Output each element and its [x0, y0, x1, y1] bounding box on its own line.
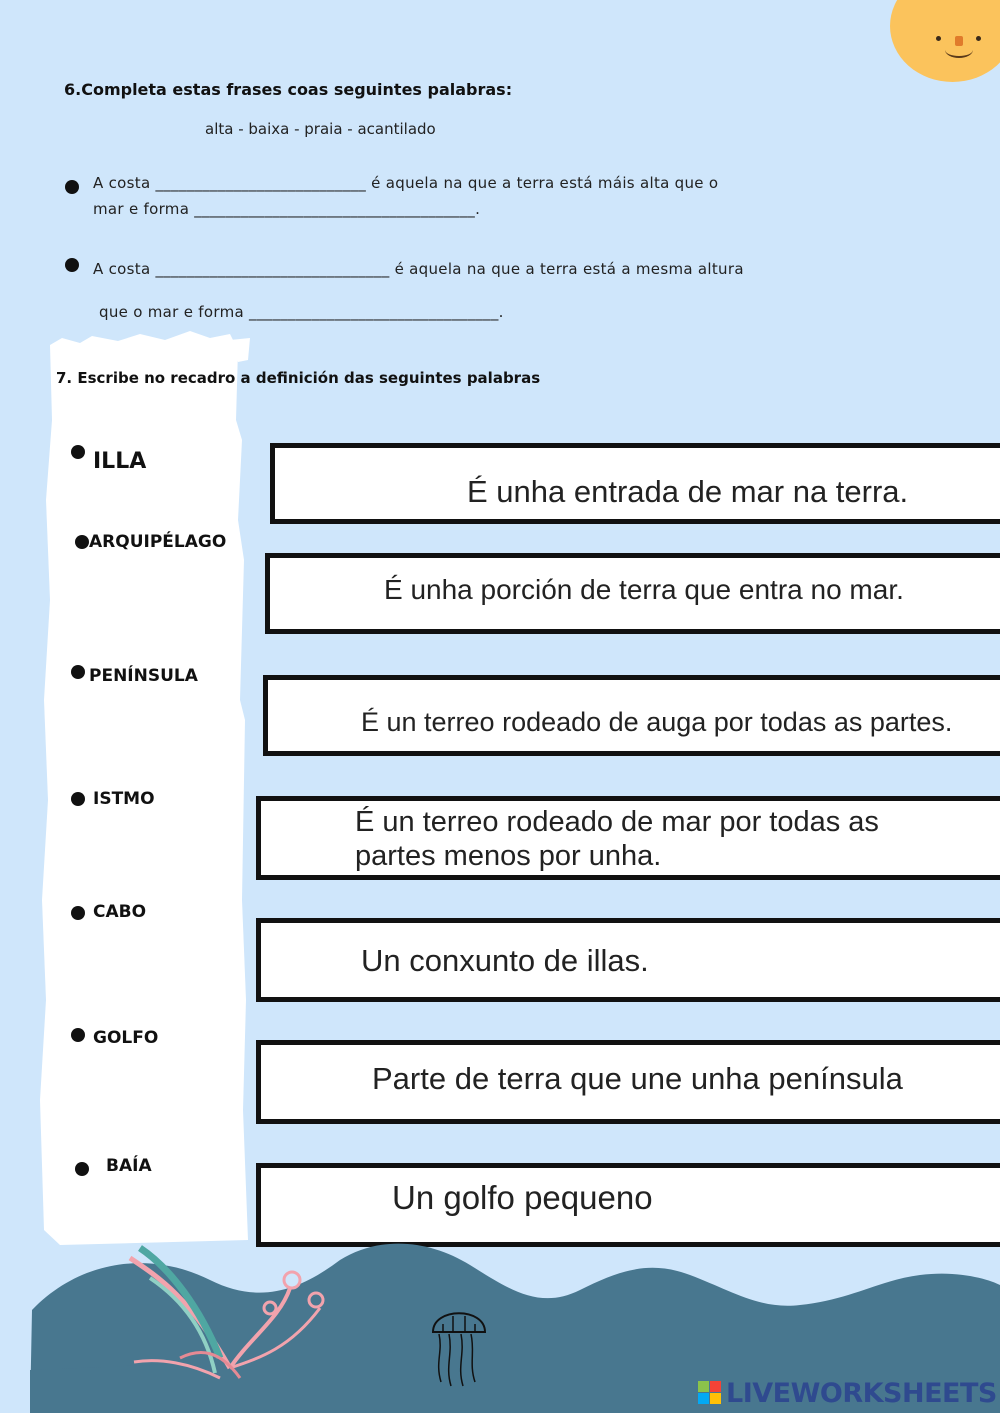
term-arquipelago: ARQUIPÉLAGO: [89, 532, 227, 552]
answer-text: É un terreo rodeado de auga por todas as partes.: [361, 707, 953, 737]
jellyfish-icon: [425, 1302, 495, 1387]
answer-box-cabo[interactable]: [256, 918, 1000, 1002]
answer-text: É unha porción de terra que entra no mar.: [384, 574, 904, 605]
bullet-icon: [65, 258, 79, 272]
answer-text: Un golfo pequeno: [392, 1179, 653, 1216]
liveworksheets-logo-icon: [698, 1381, 722, 1405]
answer-text: É unha entrada de mar na terra.: [467, 474, 909, 509]
answer-text: É un terreo rodeado de mar por todas as partes menos por unha.: [355, 806, 879, 872]
answer-box-illa[interactable]: [270, 443, 1000, 524]
bullet-icon: [71, 792, 85, 806]
answer-box-arquipelago[interactable]: [265, 553, 1000, 634]
answer-box-peninsula[interactable]: [263, 675, 1000, 756]
question-6-title: 6.Completa estas frases coas seguintes palabras:: [64, 80, 513, 99]
term-baia: BAÍA: [106, 1156, 152, 1176]
term-illa: ILLA: [93, 449, 147, 474]
bullet-icon: [75, 535, 89, 549]
bullet-icon: [71, 906, 85, 920]
answer-text: Un conxunto de illas.: [361, 943, 649, 978]
seaweed-icon: [120, 1238, 340, 1388]
bullet-icon: [71, 1028, 85, 1042]
answer-box-istmo[interactable]: [256, 796, 1000, 880]
term-peninsula: PENÍNSULA: [89, 666, 198, 686]
bullet-icon: [65, 180, 79, 194]
answer-text: Parte de terra que une unha península: [372, 1061, 903, 1096]
sentence-2-line-1[interactable]: A costa ______________________________ é aquela na que a terra está a mesma altura: [93, 260, 744, 278]
bullet-icon: [71, 665, 85, 679]
term-cabo: CABO: [93, 902, 147, 922]
bullet-icon: [71, 445, 85, 459]
question-7-title: 7. Escribe no recadro a definición das seguintes palabras: [56, 369, 541, 387]
bullet-icon: [75, 1162, 89, 1176]
word-bank: alta - baixa - praia - acantilado: [205, 120, 436, 138]
term-golfo: GOLFO: [93, 1028, 159, 1048]
liveworksheets-logo[interactable]: LIVEWORKSHEETS: [726, 1378, 997, 1409]
sentence-1-line-2[interactable]: mar e forma ____________________________________.: [93, 200, 481, 218]
term-istmo: ISTMO: [93, 789, 155, 809]
answer-box-golfo[interactable]: [256, 1040, 1000, 1124]
sentence-1-line-1[interactable]: A costa ___________________________ é aquela na que a terra está máis alta que o: [93, 174, 719, 192]
sentence-2-line-2[interactable]: que o mar e forma ________________________________.: [99, 303, 504, 321]
